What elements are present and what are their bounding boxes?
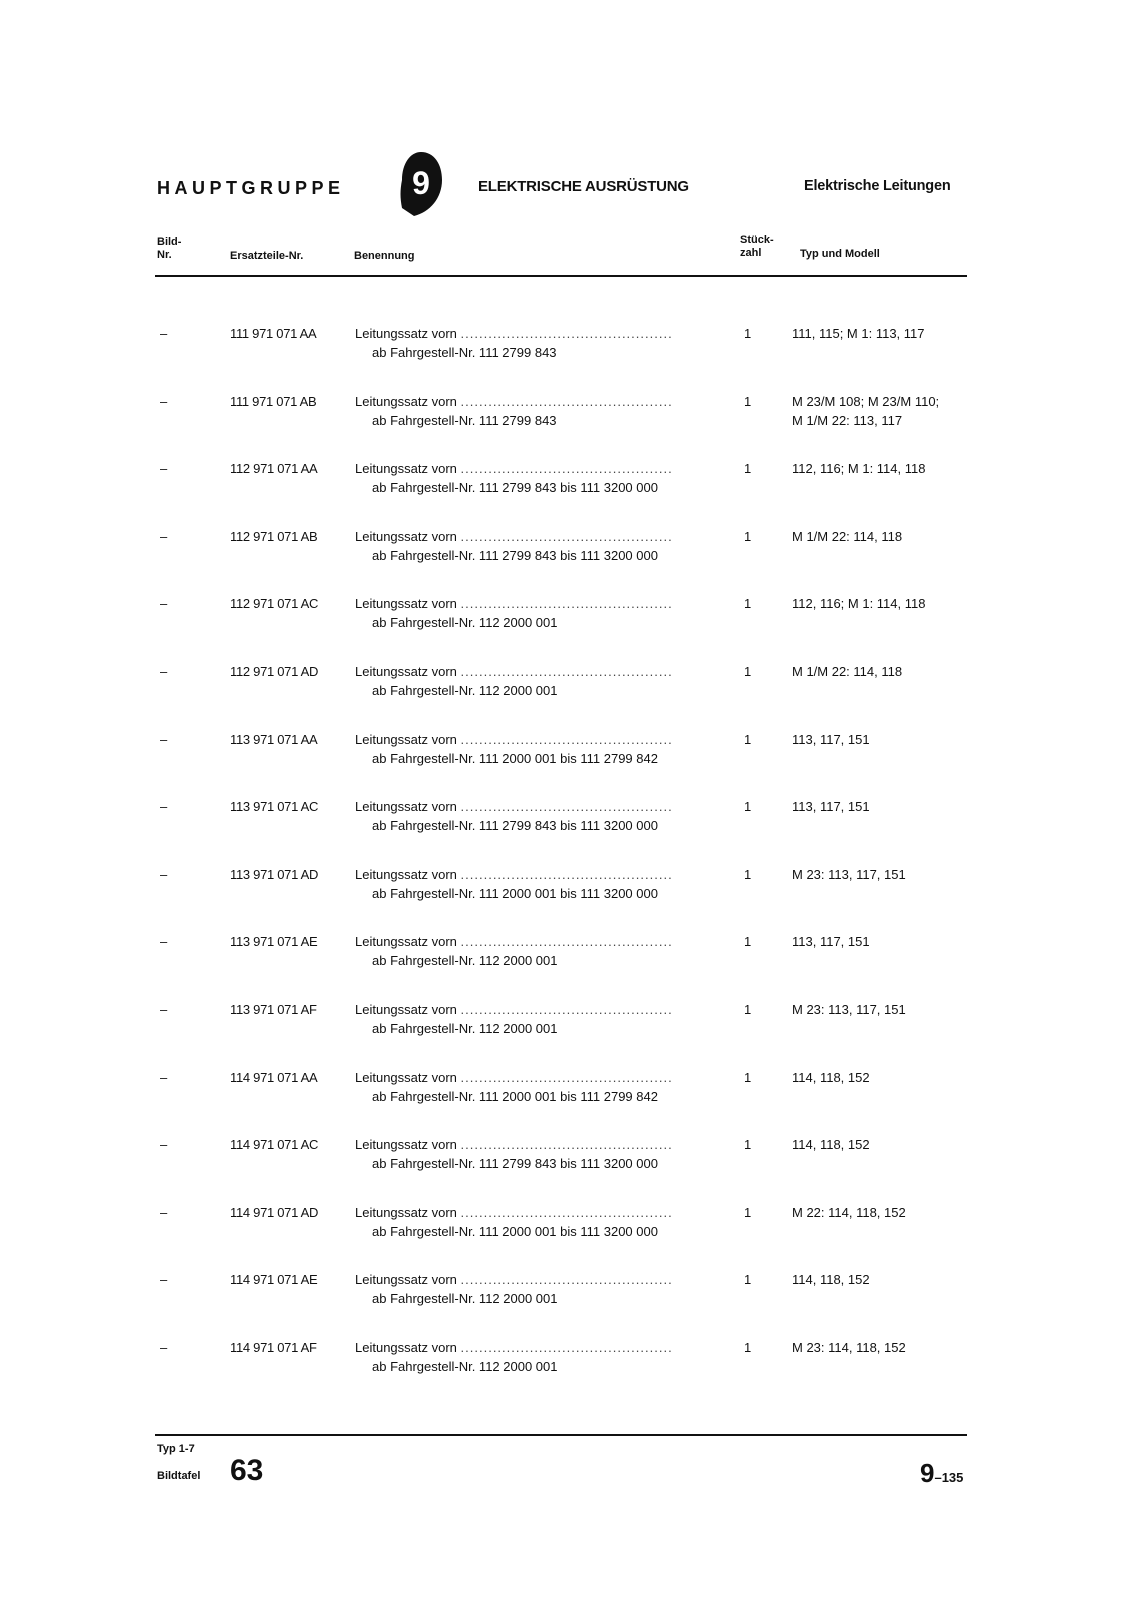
- chassis-range: ab Fahrgestell-Nr. 111 2799 843: [372, 413, 557, 428]
- part-description-text: Leitungssatz vorn: [355, 934, 457, 949]
- bild-nr: –: [160, 934, 168, 949]
- part-number: 113 971 071 AA: [230, 732, 318, 747]
- page-number-main: 9: [920, 1458, 935, 1488]
- leader-dots: ..............................................: [460, 326, 673, 341]
- leader-dots: ..............................................: [460, 934, 673, 949]
- leader-dots: ..............................................: [460, 1137, 673, 1152]
- bild-nr: –: [160, 732, 168, 747]
- group-number-badge: [398, 150, 444, 218]
- part-description: [355, 1136, 725, 1154]
- bild-nr: –: [160, 1137, 168, 1152]
- part-number: 113 971 071 AD: [230, 867, 319, 882]
- part-description: [355, 866, 725, 884]
- part-description-text: Leitungssatz vorn: [355, 596, 457, 611]
- bild-nr: –: [160, 867, 168, 882]
- part-description-text: Leitungssatz vorn: [355, 867, 457, 882]
- bild-nr: –: [160, 529, 168, 544]
- leader-dots: ..............................................: [460, 529, 673, 544]
- table-row: [0, 1204, 1132, 1244]
- model-types: M 1/M 22: 114, 118: [792, 529, 903, 544]
- part-description: [355, 528, 725, 546]
- model-types: 114, 118, 152: [792, 1272, 870, 1287]
- table-row: [0, 325, 1132, 365]
- page-number-sub: –135: [934, 1470, 964, 1485]
- part-description: [355, 1204, 725, 1222]
- chassis-range: ab Fahrgestell-Nr. 112 2000 001: [372, 615, 558, 630]
- chassis-range: ab Fahrgestell-Nr. 111 2799 843: [372, 345, 557, 360]
- quantity: 1: [744, 1340, 752, 1355]
- header-rule: [155, 275, 967, 277]
- quantity: 1: [744, 596, 752, 611]
- part-description-text: Leitungssatz vorn: [355, 664, 457, 679]
- part-description: [355, 595, 725, 613]
- part-number: 114 971 071 AE: [230, 1272, 318, 1287]
- table-row: [0, 731, 1132, 771]
- quantity: 1: [744, 867, 752, 882]
- chassis-range: ab Fahrgestell-Nr. 111 2000 001 bis 111 3200 000: [372, 886, 658, 901]
- model-types: 112, 116; M 1: 114, 118: [792, 596, 926, 611]
- bild-nr: –: [160, 596, 168, 611]
- part-description-text: Leitungssatz vorn: [355, 1070, 457, 1085]
- bild-nr: –: [160, 326, 168, 341]
- model-types: M 23/M 108; M 23/M 110;: [792, 394, 940, 409]
- table-row: [0, 933, 1132, 973]
- bild-nr: –: [160, 1340, 168, 1355]
- page-title: Elektrische Leitungen: [804, 178, 951, 194]
- quantity: 1: [744, 326, 752, 341]
- model-types: 113, 117, 151: [792, 934, 870, 949]
- part-description: [355, 663, 725, 681]
- leader-dots: ..............................................: [460, 732, 673, 747]
- main-group-label: HAUPTGRUPPE: [157, 178, 345, 198]
- model-types: M 23: 114, 118, 152: [792, 1340, 906, 1355]
- part-description-text: Leitungssatz vorn: [355, 394, 457, 409]
- bild-nr: –: [160, 1272, 168, 1287]
- part-number: 113 971 071 AE: [230, 934, 318, 949]
- col-typ-modell: Typ und Modell: [800, 248, 880, 260]
- part-description: [355, 731, 725, 749]
- part-number: 113 971 071 AC: [230, 799, 319, 814]
- table-row: [0, 460, 1132, 500]
- quantity: 1: [744, 1272, 752, 1287]
- model-types: 112, 116; M 1: 114, 118: [792, 461, 926, 476]
- part-number: 114 971 071 AC: [230, 1137, 319, 1152]
- quantity: 1: [744, 799, 752, 814]
- col-benennung: Benennung: [354, 250, 415, 262]
- quantity: 1: [744, 394, 752, 409]
- page-number: [920, 1458, 963, 1489]
- chassis-range: ab Fahrgestell-Nr. 111 2000 001 bis 111 2799 842: [372, 1089, 658, 1104]
- quantity: 1: [744, 934, 752, 949]
- chassis-range: ab Fahrgestell-Nr. 111 2799 843 bis 111 3200 000: [372, 818, 658, 833]
- part-description-text: Leitungssatz vorn: [355, 799, 457, 814]
- chassis-range: ab Fahrgestell-Nr. 111 2799 843 bis 111 3200 000: [372, 548, 658, 563]
- footer-bildtafel-label: Bildtafel: [157, 1470, 201, 1482]
- leader-dots: ..............................................: [460, 1340, 673, 1355]
- part-number: 111 971 071 AB: [230, 394, 317, 409]
- part-number: 113 971 071 AF: [230, 1002, 317, 1017]
- part-description: [355, 1069, 725, 1087]
- leader-dots: ..............................................: [460, 799, 673, 814]
- model-types: 111, 115; M 1: 113, 117: [792, 326, 925, 341]
- bild-nr: –: [160, 1205, 168, 1220]
- table-row: [0, 528, 1132, 568]
- part-number: 114 971 071 AD: [230, 1205, 319, 1220]
- model-types: M 23: 113, 117, 151: [792, 867, 906, 882]
- part-description-text: Leitungssatz vorn: [355, 1137, 457, 1152]
- chassis-range: ab Fahrgestell-Nr. 112 2000 001: [372, 1291, 558, 1306]
- group-number: 9: [412, 165, 430, 201]
- bild-nr: –: [160, 394, 168, 409]
- part-description-text: Leitungssatz vorn: [355, 326, 457, 341]
- part-number: 111 971 071 AA: [230, 326, 317, 341]
- part-description-text: Leitungssatz vorn: [355, 732, 457, 747]
- part-description-text: Leitungssatz vorn: [355, 1272, 457, 1287]
- part-number: 114 971 071 AF: [230, 1340, 317, 1355]
- leader-dots: ..............................................: [460, 596, 673, 611]
- footer-rule: [155, 1434, 967, 1436]
- part-description: [355, 1271, 725, 1289]
- quantity: 1: [744, 1137, 752, 1152]
- table-row: [0, 1069, 1132, 1109]
- table-row: [0, 393, 1132, 433]
- quantity: 1: [744, 1205, 752, 1220]
- chassis-range: ab Fahrgestell-Nr. 111 2799 843 bis 111 3200 000: [372, 1156, 658, 1171]
- leader-dots: ..............................................: [460, 664, 673, 679]
- part-number: 112 971 071 AA: [230, 461, 318, 476]
- model-types-line2: M 1/M 22: 113, 117: [792, 413, 903, 428]
- table-row: [0, 1001, 1132, 1041]
- col-stueckzahl: Stück- zahl: [740, 234, 774, 259]
- bild-nr: –: [160, 664, 168, 679]
- table-row: [0, 1136, 1132, 1176]
- quantity: 1: [744, 1002, 752, 1017]
- bild-nr: –: [160, 799, 168, 814]
- model-types: M 23: 113, 117, 151: [792, 1002, 906, 1017]
- quantity: 1: [744, 732, 752, 747]
- part-description-text: Leitungssatz vorn: [355, 1340, 457, 1355]
- footer-typ: Typ 1-7: [157, 1443, 195, 1455]
- leader-dots: ..............................................: [460, 1002, 673, 1017]
- quantity: 1: [744, 1070, 752, 1085]
- table-row: [0, 595, 1132, 635]
- leader-dots: ..............................................: [460, 461, 673, 476]
- part-description: [355, 798, 725, 816]
- part-description: [355, 460, 725, 478]
- quantity: 1: [744, 529, 752, 544]
- part-number: 112 971 071 AB: [230, 529, 318, 544]
- chassis-range: ab Fahrgestell-Nr. 112 2000 001: [372, 683, 558, 698]
- footer-bildtafel-number: 63: [230, 1454, 264, 1487]
- part-description-text: Leitungssatz vorn: [355, 1205, 457, 1220]
- part-description-text: Leitungssatz vorn: [355, 1002, 457, 1017]
- leader-dots: ..............................................: [460, 1272, 673, 1287]
- bild-nr: –: [160, 1070, 168, 1085]
- table-row: [0, 1271, 1132, 1311]
- table-row: [0, 663, 1132, 703]
- chassis-range: ab Fahrgestell-Nr. 112 2000 001: [372, 953, 558, 968]
- chassis-range: ab Fahrgestell-Nr. 112 2000 001: [372, 1359, 558, 1374]
- model-types: 113, 117, 151: [792, 799, 870, 814]
- part-number: 114 971 071 AA: [230, 1070, 318, 1085]
- model-types: 114, 118, 152: [792, 1070, 870, 1085]
- model-types: M 1/M 22: 114, 118: [792, 664, 903, 679]
- chassis-range: ab Fahrgestell-Nr. 111 2000 001 bis 111 3200 000: [372, 1224, 658, 1239]
- leader-dots: ..............................................: [460, 1205, 673, 1220]
- part-description-text: Leitungssatz vorn: [355, 461, 457, 476]
- table-row: [0, 798, 1132, 838]
- chassis-range: ab Fahrgestell-Nr. 111 2000 001 bis 111 2799 842: [372, 751, 658, 766]
- leader-dots: ..............................................: [460, 867, 673, 882]
- quantity: 1: [744, 664, 752, 679]
- part-description: [355, 393, 725, 411]
- col-ersatzteile-nr: Ersatzteile-Nr.: [230, 250, 304, 262]
- part-description: [355, 1001, 725, 1019]
- part-description: [355, 933, 725, 951]
- bild-nr: –: [160, 461, 168, 476]
- chassis-range: ab Fahrgestell-Nr. 112 2000 001: [372, 1021, 558, 1036]
- quantity: 1: [744, 461, 752, 476]
- part-number: 112 971 071 AC: [230, 596, 319, 611]
- table-row: [0, 866, 1132, 906]
- leader-dots: ..............................................: [460, 394, 673, 409]
- model-types: 113, 117, 151: [792, 732, 870, 747]
- part-number: 112 971 071 AD: [230, 664, 319, 679]
- model-types: M 22: 114, 118, 152: [792, 1205, 906, 1220]
- leader-dots: ..............................................: [460, 1070, 673, 1085]
- section-title: ELEKTRISCHE AUSRÜSTUNG: [478, 178, 689, 195]
- col-bild-nr: Bild- Nr.: [157, 236, 182, 261]
- part-description-text: Leitungssatz vorn: [355, 529, 457, 544]
- chassis-range: ab Fahrgestell-Nr. 111 2799 843 bis 111 3200 000: [372, 480, 658, 495]
- table-row: [0, 1339, 1132, 1379]
- bild-nr: –: [160, 1002, 168, 1017]
- model-types: 114, 118, 152: [792, 1137, 870, 1152]
- part-description: [355, 1339, 725, 1357]
- part-description: [355, 325, 725, 343]
